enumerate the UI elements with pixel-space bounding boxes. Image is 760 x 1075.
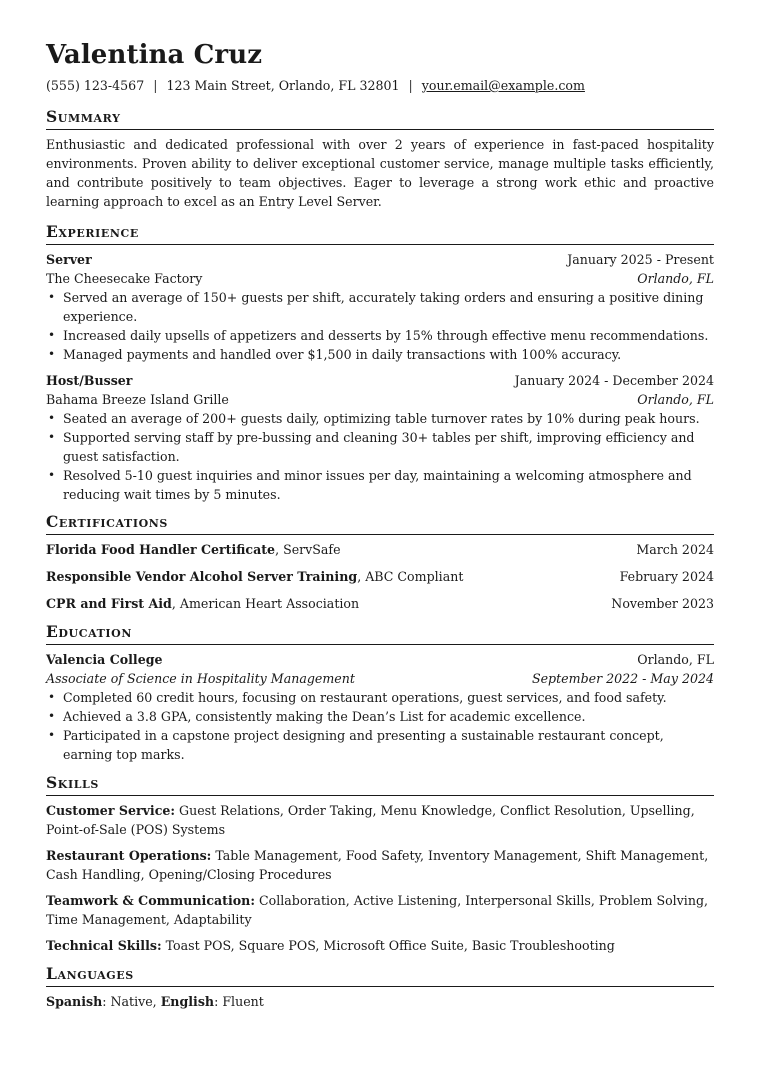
skill-text: Guest Relations, Order Taking, Menu Knowledge, Conflict Resolution, Upselling, Point-of-Sale (POS) Systems (46, 803, 695, 837)
list-item: • Seated an average of 200+ guests daily, optimizing table turnover rates by 10% during peak hours. (63, 409, 714, 428)
job-header (46, 250, 714, 269)
separator: | (408, 78, 413, 93)
job-role: Host/Busser (46, 373, 133, 388)
job-location: Orlando, FL (637, 392, 714, 407)
job-bullets (46, 288, 714, 364)
skill-item (46, 936, 714, 955)
job-company: The Cheesecake Factory (46, 271, 203, 286)
certification-name-line (46, 567, 463, 586)
email-link[interactable]: your.email@example.com (421, 78, 585, 93)
school-location: Orlando, FL (637, 652, 714, 667)
job-role: Server (46, 252, 92, 267)
certification-item (46, 594, 714, 613)
education-bullets (46, 688, 714, 764)
list-item: • Resolved 5-10 guest inquiries and minor issues per day, maintaining a welcoming atmosphere and reducing wait times by 5 minutes. (63, 466, 714, 504)
education-subheader (46, 669, 714, 688)
languages-section (46, 964, 714, 1011)
language-level: : Native, (102, 994, 161, 1009)
certification-name-line (46, 540, 341, 559)
certification-item (46, 540, 714, 559)
certifications-section (46, 512, 714, 613)
education-dates: September 2022 - May 2024 (531, 671, 714, 686)
degree: Associate of Science in Hospitality Management (46, 671, 355, 686)
experience-section (46, 222, 714, 504)
job-subheader (46, 390, 714, 409)
list-item: • Participated in a capstone project designing and presenting a sustainable restaurant concept, earning top marks. (63, 726, 714, 764)
contact-line (46, 77, 714, 95)
skill-text: Table Management, Food Safety, Inventory Management, Shift Management, Cash Handling, Opening/Closing Procedures (46, 848, 709, 882)
list-item: • Supported serving staff by pre-bussing and cleaning 30+ tables per shift, improving efficiency and guest satisfaction. (63, 428, 714, 466)
certification-item (46, 567, 714, 586)
job-dates: January 2025 - Present (567, 252, 714, 267)
address: 123 Main Street, Orlando, FL 32801 (166, 78, 400, 93)
job-bullets (46, 409, 714, 504)
certification-issuer: , ABC Compliant (357, 569, 464, 584)
skills-section (46, 773, 714, 955)
language-name: English (160, 994, 215, 1009)
languages-line (46, 992, 714, 1011)
job-subheader (46, 269, 714, 288)
skill-item (46, 801, 714, 839)
certification-date: March 2024 (636, 542, 714, 557)
certification-issuer: , ServSafe (275, 542, 341, 557)
list-item: • Achieved a 3.8 GPA, consistently making the Dean’s List for academic excellence. (63, 707, 714, 726)
job-entry (46, 371, 714, 504)
skill-label: Technical Skills: (46, 938, 162, 953)
section-title: Skills (46, 773, 714, 796)
education-header (46, 650, 714, 669)
candidate-name: Valentina Cruz (46, 40, 263, 70)
skill-text: Collaboration, Active Listening, Interpersonal Skills, Problem Solving, Time Management, Adaptability (46, 893, 709, 927)
certification-date: November 2023 (611, 596, 714, 611)
separator: | (153, 78, 158, 93)
section-title: Education (46, 622, 714, 645)
section-title: Summary (46, 107, 714, 130)
skill-label: Restaurant Operations: (46, 848, 212, 863)
job-location: Orlando, FL (637, 271, 714, 286)
summary-section (46, 107, 714, 211)
skill-item (46, 891, 714, 929)
skill-text: Toast POS, Square POS, Microsoft Office Suite, Basic Troubleshooting (161, 938, 615, 953)
certification-name: Florida Food Handler Certificate (46, 542, 276, 557)
section-title: Experience (46, 222, 714, 245)
certification-name: CPR and First Aid (46, 596, 172, 611)
skill-label: Teamwork & Communication: (46, 893, 255, 908)
list-item: • Managed payments and handled over $1,500 in daily transactions with 100% accuracy. (63, 345, 714, 364)
skill-label: Customer Service: (46, 803, 176, 818)
certification-date: February 2024 (619, 569, 714, 584)
school-name: Valencia College (46, 652, 163, 667)
job-dates: January 2024 - December 2024 (514, 373, 714, 388)
job-header (46, 371, 714, 390)
list-item: • Served an average of 150+ guests per shift, accurately taking orders and ensuring a positive dining experience. (63, 288, 714, 326)
section-title: Languages (46, 964, 714, 987)
language-level: : Fluent (214, 994, 264, 1009)
list-item: • Completed 60 credit hours, focusing on restaurant operations, guest services, and food safety. (63, 688, 714, 707)
certification-name-line (46, 594, 359, 613)
certification-name: Responsible Vendor Alcohol Server Training (46, 569, 358, 584)
education-section (46, 622, 714, 764)
skill-item (46, 846, 714, 884)
summary-text: Enthusiastic and dedicated professional with over 2 years of experience in fast-paced hospitality environments. Proven ability to deliver exceptional customer service, manage multiple tasks efficiently, and contribute positively to team objectives. Eager to leverage a strong work ethic and proactive learning approach to excel as an Entry Level Server. (46, 137, 714, 209)
certification-issuer: , American Heart Association (171, 596, 360, 611)
language-name: Spanish (46, 994, 103, 1009)
job-entry (46, 250, 714, 364)
job-company: Bahama Breeze Island Grille (46, 392, 229, 407)
section-title: Certifications (46, 512, 714, 535)
list-item: • Increased daily upsells of appetizers and desserts by 15% through effective menu recommendations. (63, 326, 714, 345)
phone: (555) 123-4567 (46, 78, 145, 93)
